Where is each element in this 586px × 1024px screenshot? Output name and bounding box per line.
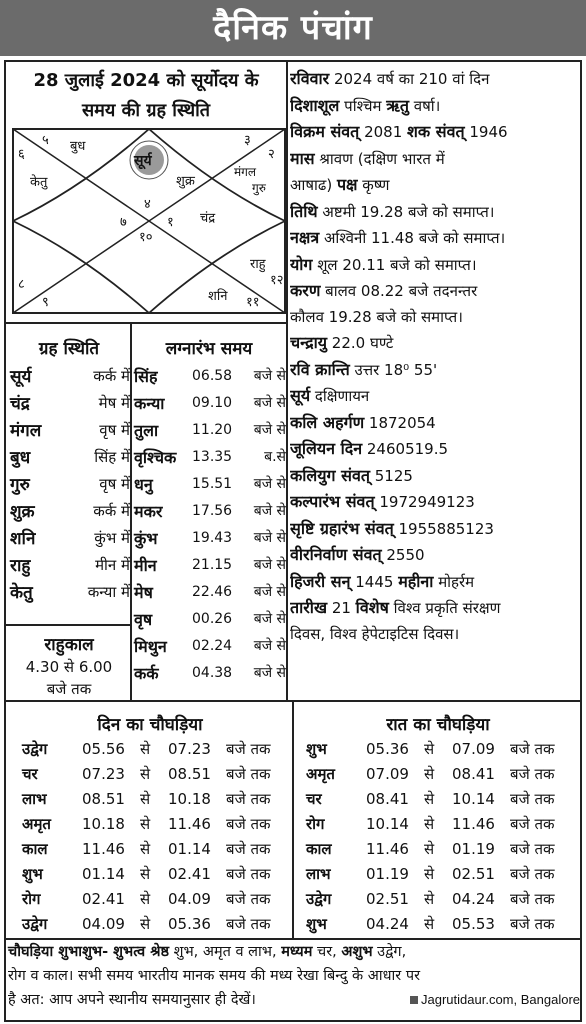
lagna-time: 04.38 bbox=[192, 664, 233, 681]
choghadiya-to: 04.09 bbox=[168, 889, 211, 908]
choghadiya-se: से bbox=[140, 789, 151, 808]
din-choghadiya-heading: दिन का चौघड़िया bbox=[97, 715, 203, 735]
graha-row bbox=[10, 578, 130, 605]
choghadiya-name: उद्वेग bbox=[22, 739, 48, 758]
lagna-unit: बजे से bbox=[253, 665, 286, 681]
choghadiya-tak: बजे तक bbox=[226, 839, 271, 858]
lagna-unit: बजे से bbox=[253, 422, 286, 438]
choghadiya-from: 01.19 bbox=[366, 864, 409, 883]
choghadiya-to: 02.51 bbox=[452, 864, 495, 883]
choghadiya-row bbox=[306, 811, 570, 836]
planet-name: बुध bbox=[10, 448, 31, 468]
choghadiya-from: 10.18 bbox=[82, 814, 125, 833]
lagna-time: 22.46 bbox=[192, 583, 233, 600]
detail-line: मास श्रावण (दक्षिण भारत में bbox=[290, 148, 445, 168]
choghadiya-tak: बजे तक bbox=[510, 839, 555, 858]
divider bbox=[130, 322, 132, 700]
choghadiya-from: 02.41 bbox=[82, 889, 125, 908]
planet-sign: कन्या में bbox=[87, 582, 130, 601]
detail-line: तारीख 21 विशेष विश्व प्रकृति संरक्षण bbox=[290, 598, 501, 617]
lagna-rashi: कर्क bbox=[134, 663, 159, 683]
lagna-unit: बजे से bbox=[253, 530, 286, 546]
lagna-time: 06.58 bbox=[192, 367, 233, 384]
detail-line: सृष्टि ग्रहारंभ संवत् 1955885123 bbox=[290, 518, 494, 538]
house-3: ३ bbox=[244, 133, 251, 148]
lagna-row bbox=[134, 578, 286, 605]
choghadiya-name: रोग bbox=[306, 814, 325, 833]
choghadiya-se: से bbox=[424, 764, 435, 783]
detail-line: सूर्य दक्षिणायन bbox=[290, 386, 370, 405]
choghadiya-row bbox=[306, 761, 570, 786]
choghadiya-to: 05.36 bbox=[168, 914, 211, 933]
choghadiya-to: 11.46 bbox=[168, 814, 211, 833]
lagna-unit: बजे से bbox=[253, 557, 286, 573]
lagna-rashi: कुंभ bbox=[134, 528, 158, 548]
planet-shukra: शुक्र bbox=[176, 174, 195, 189]
choghadiya-to: 05.53 bbox=[452, 914, 495, 933]
planet-name: राहु bbox=[10, 556, 31, 576]
planet-name: शनि bbox=[10, 529, 36, 549]
detail-line: कलि अहर्गण 1872054 bbox=[290, 412, 436, 432]
choghadiya-name: काल bbox=[306, 839, 332, 858]
planet-sign: कुंभ में bbox=[94, 528, 130, 547]
lagna-rashi: तुला bbox=[134, 420, 159, 440]
graha-row bbox=[10, 389, 130, 416]
choghadiya-se: से bbox=[140, 764, 151, 783]
lagna-row bbox=[134, 632, 286, 659]
choghadiya-from: 05.56 bbox=[82, 739, 125, 758]
detail-line: दिवस, विश्व हेपेटाइटिस दिवस। bbox=[290, 624, 460, 643]
divider bbox=[4, 624, 132, 626]
divider bbox=[286, 60, 288, 700]
house-9: ९ bbox=[42, 295, 49, 310]
lagna-row bbox=[134, 605, 286, 632]
detail-line: कल्पारंभ संवत् 1972949123 bbox=[290, 492, 475, 511]
planet-name: चंद्र bbox=[10, 394, 30, 414]
choghadiya-tak: बजे तक bbox=[226, 739, 271, 758]
planet-chandra: चंद्र bbox=[200, 211, 216, 226]
choghadiya-row bbox=[22, 786, 286, 811]
choghadiya-se: से bbox=[140, 814, 151, 833]
planet-sign: वृष में bbox=[99, 420, 130, 439]
house-6: ६ bbox=[18, 147, 25, 162]
lagna-rashi: मेष bbox=[134, 582, 153, 602]
choghadiya-tak: बजे तक bbox=[226, 889, 271, 908]
choghadiya-from: 02.51 bbox=[366, 889, 409, 908]
lagna-time: 19.43 bbox=[192, 529, 233, 546]
lagna-heading: लग्नारंभ समय bbox=[165, 339, 253, 359]
planet-name: मंगल bbox=[10, 421, 42, 441]
choghadiya-to: 10.14 bbox=[452, 789, 495, 808]
panchang-details bbox=[290, 66, 580, 647]
choghadiya-name: अमृत bbox=[306, 764, 335, 783]
choghadiya-from: 07.23 bbox=[82, 764, 125, 783]
choghadiya-se: से bbox=[424, 789, 435, 808]
choghadiya-row bbox=[306, 886, 570, 911]
choghadiya-row bbox=[306, 836, 570, 861]
graha-row bbox=[10, 470, 130, 497]
choghadiya-se: से bbox=[140, 914, 151, 933]
choghadiya-to: 10.18 bbox=[168, 789, 211, 808]
choghadiya-name: शुभ bbox=[306, 739, 327, 758]
lagna-unit: बजे से bbox=[253, 476, 286, 492]
planet-guru: गुरु bbox=[252, 181, 266, 195]
choghadiya-from: 01.14 bbox=[82, 864, 125, 883]
choghadiya-from: 11.46 bbox=[82, 839, 125, 858]
detail-line: तिथि अष्टमी 19.28 बजे को समाप्त। bbox=[290, 201, 495, 221]
planet-name: केतु bbox=[10, 583, 33, 603]
choghadiya-from: 08.51 bbox=[82, 789, 125, 808]
lagna-time: 21.15 bbox=[192, 556, 233, 573]
choghadiya-name: लाभ bbox=[22, 789, 47, 808]
choghadiya-from: 08.41 bbox=[366, 789, 409, 808]
choghadiya-to: 07.09 bbox=[452, 739, 495, 758]
choghadiya-row bbox=[22, 736, 286, 761]
divider bbox=[4, 322, 288, 324]
lagna-time: 15.51 bbox=[192, 475, 233, 492]
lagna-row bbox=[134, 551, 286, 578]
choghadiya-name: लाभ bbox=[306, 864, 331, 883]
lagna-time: 02.24 bbox=[192, 637, 233, 654]
choghadiya-name: शुभ bbox=[306, 914, 327, 933]
detail-line: कौलव 19.28 बजे को समाप्त। bbox=[290, 307, 463, 326]
choghadiya-se: से bbox=[140, 889, 151, 908]
detail-line: कलियुग संवत् 5125 bbox=[290, 465, 413, 485]
choghadiya-from: 05.36 bbox=[366, 739, 409, 758]
choghadiya-name: चर bbox=[306, 789, 322, 808]
choghadiya-se: से bbox=[424, 889, 435, 908]
choghadiya-se: से bbox=[424, 839, 435, 858]
lagna-row bbox=[134, 659, 286, 686]
rahukaal-time: 4.30 से 6.00 बजे तक bbox=[25, 658, 113, 698]
planet-mangal: मंगल bbox=[234, 165, 257, 179]
choghadiya-name: शुभ bbox=[22, 864, 43, 883]
choghadiya-se: से bbox=[140, 864, 151, 883]
choghadiya-row bbox=[22, 761, 286, 786]
lagna-unit: बजे से bbox=[253, 503, 286, 519]
lagna-rashi: वृष bbox=[134, 609, 153, 629]
lagna-list bbox=[134, 362, 286, 686]
lagna-rashi: कन्या bbox=[134, 393, 165, 413]
page-title: दैनिक पंचांग bbox=[0, 0, 586, 56]
choghadiya-row bbox=[306, 861, 570, 886]
choghadiya-row bbox=[306, 736, 570, 761]
graha-sthiti-list bbox=[10, 362, 130, 605]
planet-sign: वृष में bbox=[99, 474, 130, 493]
lagna-rashi: सिंह bbox=[134, 366, 158, 386]
lagna-rashi: मिथुन bbox=[134, 636, 167, 656]
graha-row bbox=[10, 443, 130, 470]
lagna-time: 13.35 bbox=[192, 448, 233, 465]
choghadiya-tak: बजे तक bbox=[510, 814, 555, 833]
lagna-time: 00.26 bbox=[192, 610, 233, 627]
site-credit: Jagrutidaur.com, Bangalore bbox=[410, 988, 580, 1012]
detail-line: जूलियन दिन 2460519.5 bbox=[290, 439, 449, 458]
lagna-time: 17.56 bbox=[192, 502, 233, 519]
choghadiya-to: 01.19 bbox=[452, 839, 495, 858]
choghadiya-tak: बजे तक bbox=[510, 739, 555, 758]
choghadiya-row bbox=[22, 836, 286, 861]
planet-shani: शनि bbox=[208, 289, 228, 304]
choghadiya-tak: बजे तक bbox=[510, 889, 555, 908]
choghadiya-to: 07.23 bbox=[168, 739, 211, 758]
din-choghadiya-list bbox=[22, 736, 286, 936]
choghadiya-to: 02.41 bbox=[168, 864, 211, 883]
choghadiya-tak: बजे तक bbox=[510, 864, 555, 883]
choghadiya-to: 08.51 bbox=[168, 764, 211, 783]
graha-row bbox=[10, 416, 130, 443]
divider bbox=[292, 702, 294, 938]
detail-line: आषाढ) पक्ष कृष्ण bbox=[290, 175, 390, 194]
choghadiya-name: चर bbox=[22, 764, 38, 783]
lagna-row bbox=[134, 470, 286, 497]
detail-line: चन्द्रायु 22.0 घण्टे bbox=[290, 333, 394, 352]
choghadiya-from: 04.09 bbox=[82, 914, 125, 933]
detail-line: दिशाशूल पश्चिम ऋतु वर्षा। bbox=[290, 95, 441, 115]
detail-line: हिजरी सन् 1445 महीना मोहर्रम bbox=[290, 571, 475, 591]
lagna-unit: बजे से bbox=[253, 368, 286, 384]
choghadiya-row bbox=[22, 911, 286, 936]
planet-name: शुक्र bbox=[10, 502, 35, 522]
choghadiya-row bbox=[306, 911, 570, 936]
detail-line: नक्षत्र अश्विनी 11.48 बजे को समाप्त। bbox=[290, 228, 506, 247]
choghadiya-se: से bbox=[424, 914, 435, 933]
lagna-unit: बजे से bbox=[253, 584, 286, 600]
lagna-rashi: वृश्चिक bbox=[134, 447, 177, 467]
choghadiya-tak: बजे तक bbox=[510, 789, 555, 808]
choghadiya-tak: बजे तक bbox=[226, 814, 271, 833]
detail-line: रविवार 2024 वर्ष का 210 वां दिन bbox=[290, 69, 490, 88]
choghadiya-from: 10.14 bbox=[366, 814, 409, 833]
rahukaal-heading: राहुकाल bbox=[44, 635, 94, 655]
choghadiya-tak: बजे तक bbox=[510, 764, 555, 783]
choghadiya-name: रोग bbox=[22, 889, 41, 908]
detail-line: विक्रम संवत् 2081 शक संवत् 1946 bbox=[290, 122, 508, 141]
planet-sign: कर्क में bbox=[93, 366, 130, 385]
house-12: १२ bbox=[270, 273, 284, 288]
house-8: ८ bbox=[18, 277, 25, 292]
detail-line: वीरनिर्वाण संवत् 2550 bbox=[290, 545, 425, 564]
lagna-rashi: मीन bbox=[134, 555, 157, 575]
house-5: ५ bbox=[42, 133, 49, 148]
choghadiya-row bbox=[306, 786, 570, 811]
lagna-unit: बजे से bbox=[253, 611, 286, 627]
choghadiya-name: अमृत bbox=[22, 814, 51, 833]
choghadiya-name: काल bbox=[22, 839, 48, 858]
planet-sign: मीन में bbox=[95, 555, 130, 574]
house-2: २ bbox=[268, 147, 275, 162]
graha-row bbox=[10, 551, 130, 578]
detail-line: रवि क्रान्ति उत्तर 18⁰ 55' bbox=[290, 359, 438, 379]
lagna-unit: ब.से bbox=[264, 449, 286, 465]
lagna-row bbox=[134, 524, 286, 551]
choghadiya-row bbox=[22, 886, 286, 911]
choghadiya-tak: बजे तक bbox=[226, 914, 271, 933]
detail-line: करण बालव 08.22 बजे तदनन्तर bbox=[290, 281, 478, 300]
choghadiya-from: 11.46 bbox=[366, 839, 409, 858]
choghadiya-from: 04.24 bbox=[366, 914, 409, 933]
choghadiya-tak: बजे तक bbox=[510, 914, 555, 933]
lagna-row bbox=[134, 389, 286, 416]
house-11: ११ bbox=[246, 295, 260, 310]
lagna-unit: बजे से bbox=[253, 638, 286, 654]
house-7: ७ bbox=[120, 215, 127, 230]
house-1: १ bbox=[167, 215, 174, 230]
planet-sign: मेष में bbox=[98, 393, 130, 412]
house-4: ४ bbox=[144, 197, 151, 212]
choghadiya-se: से bbox=[424, 739, 435, 758]
graha-row bbox=[10, 362, 130, 389]
planet-budh: बुध bbox=[70, 139, 86, 154]
detail-line: योग शूल 20.11 बजे को समाप्त। bbox=[290, 254, 477, 274]
kundli-chart bbox=[12, 128, 286, 314]
choghadiya-to: 01.14 bbox=[168, 839, 211, 858]
lagna-rashi: मकर bbox=[134, 501, 163, 521]
graha-row bbox=[10, 524, 130, 551]
house-10: १० bbox=[139, 230, 153, 245]
choghadiya-se: से bbox=[424, 814, 435, 833]
choghadiya-se: से bbox=[140, 739, 151, 758]
raat-choghadiya-heading: रात का चौघड़िया bbox=[386, 715, 490, 735]
lagna-row bbox=[134, 416, 286, 443]
choghadiya-tak: बजे तक bbox=[226, 864, 271, 883]
choghadiya-to: 08.41 bbox=[452, 764, 495, 783]
choghadiya-se: से bbox=[424, 864, 435, 883]
choghadiya-from: 07.09 bbox=[366, 764, 409, 783]
choghadiya-se: से bbox=[140, 839, 151, 858]
lagna-row bbox=[134, 497, 286, 524]
bullet-icon bbox=[410, 996, 418, 1004]
choghadiya-row bbox=[22, 811, 286, 836]
lagna-unit: बजे से bbox=[253, 395, 286, 411]
planet-ketu: केतु bbox=[30, 175, 48, 190]
planet-sign: कर्क में bbox=[93, 501, 130, 520]
lagna-time: 09.10 bbox=[192, 394, 233, 411]
choghadiya-to: 04.24 bbox=[452, 889, 495, 908]
planet-surya: सूर्य bbox=[134, 153, 152, 169]
footer-note: चौघड़िया शुभाशुभ- शुभत्व श्रेष्ठ शुभ, अमृत व लाभ, मध्यम चर, अशुभ उद्वेग, रोग व काल। सभी समय भारतीय मानक समय की मध्य रेखा बिन्दु के आधार पर है अत: आप अपने स्थानीय समयानुसार ही देखें। Jagrutidaur.com, Bangalore bbox=[8, 940, 580, 1012]
graha-sthiti-heading: ग्रह स्थिति bbox=[38, 339, 100, 359]
lagna-row bbox=[134, 443, 286, 470]
lagna-time: 11.20 bbox=[192, 421, 233, 438]
planet-name: सूर्य bbox=[10, 367, 32, 387]
choghadiya-name: उद्वेग bbox=[22, 914, 48, 933]
chart-heading: 28 जुलाई 2024 को सूर्योदय के समय की ग्रह स्थिति bbox=[33, 70, 259, 121]
graha-row bbox=[10, 497, 130, 524]
planet-sign: सिंह में bbox=[94, 447, 130, 466]
planet-name: गुरु bbox=[10, 475, 30, 495]
choghadiya-row bbox=[22, 861, 286, 886]
lagna-row bbox=[134, 362, 286, 389]
planet-rahu: राहु bbox=[250, 257, 266, 272]
choghadiya-name: उद्वेग bbox=[306, 889, 332, 908]
choghadiya-to: 11.46 bbox=[452, 814, 495, 833]
lagna-rashi: धनु bbox=[134, 474, 153, 494]
choghadiya-tak: बजे तक bbox=[226, 764, 271, 783]
raat-choghadiya-list bbox=[306, 736, 570, 936]
choghadiya-tak: बजे तक bbox=[226, 789, 271, 808]
